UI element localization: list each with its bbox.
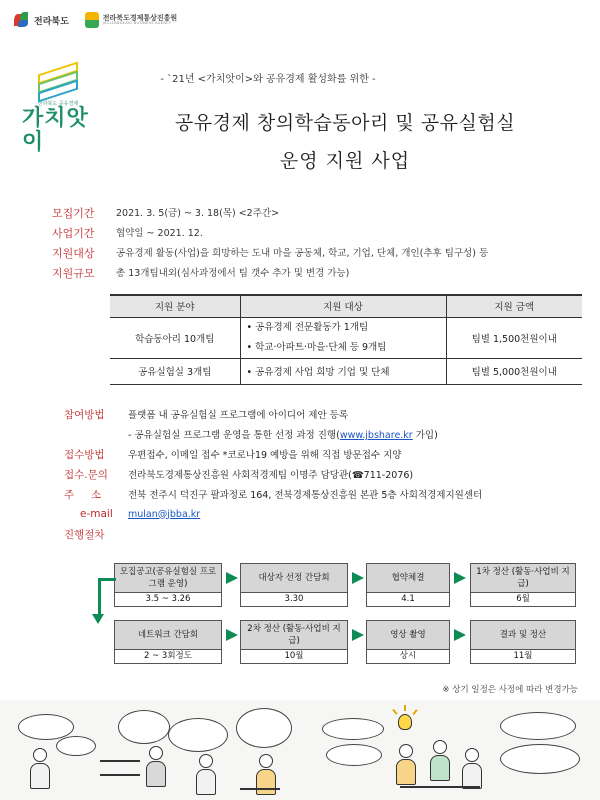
- support-table: [110, 294, 582, 385]
- arrow-right-icon: [226, 572, 238, 584]
- apply-row-address: [64, 484, 594, 504]
- table-cell-targets: [240, 317, 446, 358]
- info-label: 모집기간: [52, 207, 95, 220]
- target-item: • 공유경제 전문활동가 1개팀: [246, 321, 369, 333]
- step-name: 결과 및 정산: [470, 620, 576, 650]
- table-cell-field: 공유실험실 3개팀: [110, 358, 240, 384]
- agency-emblem-icon: [85, 12, 99, 28]
- step-date: 3.30: [240, 593, 348, 607]
- illustration-band: [0, 700, 600, 800]
- info-value: 공유경제 활동(사업)을 희망하는 도내 마을 공동체, 학교, 기업, 단체, 개인(추후 팀구성) 등: [116, 248, 489, 259]
- step-date: 10월: [240, 650, 348, 664]
- step-date: 상시: [366, 650, 450, 664]
- apply-row-process: [64, 524, 594, 544]
- table-cell-field: 학습동아리 10개팀: [110, 317, 240, 358]
- email-link[interactable]: mulan@jbba.kr: [128, 508, 201, 520]
- table-header-row: [110, 295, 582, 317]
- apply-row-method: [64, 404, 594, 424]
- brand-subtitle: 전라북도 공유경제: [37, 101, 79, 107]
- info-value: 총 13개팀내외(심사과정에서 팀 갯수 추가 및 변경 가능): [116, 268, 350, 279]
- agency-name: 전라북도경제통상진흥원: [102, 13, 178, 22]
- process-step: [240, 563, 348, 607]
- brand-logo: [22, 64, 94, 155]
- apply-label: 주 소: [64, 488, 101, 501]
- apply-value: 전북 전주시 덕진구 팔과정로 164, 전북경제통상진흥원 본관 5층 사회적경제지원센터: [128, 490, 483, 501]
- table-row: [110, 358, 582, 384]
- info-row-project-period: [52, 224, 592, 244]
- apply-label: 참여방법: [64, 408, 105, 421]
- info-value: 2021. 3. 5(금) ~ 3. 18(목) <2주간>: [116, 208, 280, 219]
- step-name: 1차 정산 (활동·사업비 지급): [470, 563, 576, 593]
- apply-row-method-sub: [64, 424, 594, 444]
- heading-eyebrow: - `21년 <가치앗이>와 공유경제 활성화를 위한 -: [160, 74, 376, 85]
- agency-name-en: JEOLLABUK-DO BUSINESS AGENCY: [102, 20, 172, 25]
- flow-connector: [98, 578, 116, 616]
- stacked-layers-icon: [38, 64, 78, 98]
- arrow-down-icon: [92, 614, 104, 624]
- brand-name: 가치앗이: [22, 106, 89, 156]
- apply-row-email: [64, 504, 594, 524]
- province-emblem-icon: [14, 12, 30, 28]
- table-cell-amount: 팀별 1,500천원이내: [446, 317, 582, 358]
- step-date: 11월: [470, 650, 576, 664]
- apply-label: 진행절차: [64, 528, 105, 541]
- table-cell-amount: 팀별 5,000천원이내: [446, 358, 582, 384]
- step-date: 4.1: [366, 593, 450, 607]
- info-list: [52, 204, 592, 284]
- arrow-right-icon: [352, 629, 364, 641]
- step-name: 대상자 선정 간담회: [240, 563, 348, 593]
- info-value: 협약일 ~ 2021. 12.: [116, 228, 203, 239]
- step-name: 네트워크 간담회: [114, 620, 222, 650]
- process-step: [366, 620, 450, 664]
- step-name: 영상 촬영: [366, 620, 450, 650]
- schedule-note: ※ 상기 일정은 사정에 따라 변경가능: [442, 685, 578, 695]
- info-label: 사업기간: [52, 227, 95, 240]
- step-name: 2차 정산 (활동·사업비 지급): [240, 620, 348, 650]
- apply-value: [128, 427, 438, 441]
- table-header: 지원 대상: [240, 295, 446, 317]
- process-step: [114, 620, 222, 664]
- province-logo: [14, 12, 69, 28]
- arrow-right-icon: [352, 572, 364, 584]
- arrow-right-icon: [454, 629, 466, 641]
- apply-row-receive: [64, 444, 594, 464]
- apply-sub-text: - 공유실험실 프로그램 운영을 통한 선정 과정 진행(: [128, 430, 340, 441]
- info-label: 지원대상: [52, 247, 95, 260]
- info-label: 지원규모: [52, 267, 95, 280]
- apply-label: 접수방법: [64, 448, 105, 461]
- target-item: • 공유경제 사업 희망 기업 및 단체: [246, 367, 390, 378]
- process-step: [366, 563, 450, 607]
- step-name: 협약체결: [366, 563, 450, 593]
- apply-value: 전라북도경제통상진흥원 사회적경제팀 이명주 담당관(☎711-2076): [128, 470, 414, 481]
- info-row-recruit-period: [52, 204, 592, 224]
- arrow-right-icon: [454, 572, 466, 584]
- apply-label: 접수.문의: [64, 468, 108, 481]
- apply-row-contact: [64, 464, 594, 484]
- info-row-scale: [52, 264, 592, 284]
- process-step: [470, 563, 576, 607]
- step-name: 모집공고(공유실험실 프로그램 운영): [114, 563, 222, 593]
- page-title-line2: 운영 지원 사업: [279, 150, 411, 172]
- apply-sub-text: 가입): [412, 430, 438, 441]
- process-step: [240, 620, 348, 664]
- apply-value: 우편접수, 이메일 접수 *코로나19 예방을 위해 직접 방문접수 지양: [128, 450, 402, 461]
- agency-logo: [85, 12, 177, 28]
- table-header: 지원 금액: [446, 295, 582, 317]
- info-row-target: [52, 244, 592, 264]
- process-step: [470, 620, 576, 664]
- target-item: • 학교·아파트·마을·단체 등 9개팀: [246, 341, 387, 353]
- step-date: 6월: [470, 593, 576, 607]
- table-cell-targets: [240, 358, 446, 384]
- process-step: [114, 563, 222, 607]
- step-date: 2 ~ 3회정도: [114, 650, 222, 664]
- table-header: 지원 분야: [110, 295, 240, 317]
- step-date: 3.5 ~ 3.26: [114, 593, 222, 607]
- jbshare-link[interactable]: www.jbshare.kr: [339, 430, 413, 441]
- province-name: 전라북도: [34, 16, 69, 27]
- application-info: [64, 404, 594, 544]
- apply-label: e-mail: [80, 508, 113, 520]
- page-title-line1: 공유경제 창의학습동아리 및 공유실험실: [174, 112, 516, 134]
- table-row: [110, 317, 582, 358]
- apply-value: 플랫폼 내 공유실험실 프로그램에 아이디어 제안 등록: [128, 410, 349, 421]
- header-logos: [14, 12, 177, 28]
- arrow-right-icon: [226, 629, 238, 641]
